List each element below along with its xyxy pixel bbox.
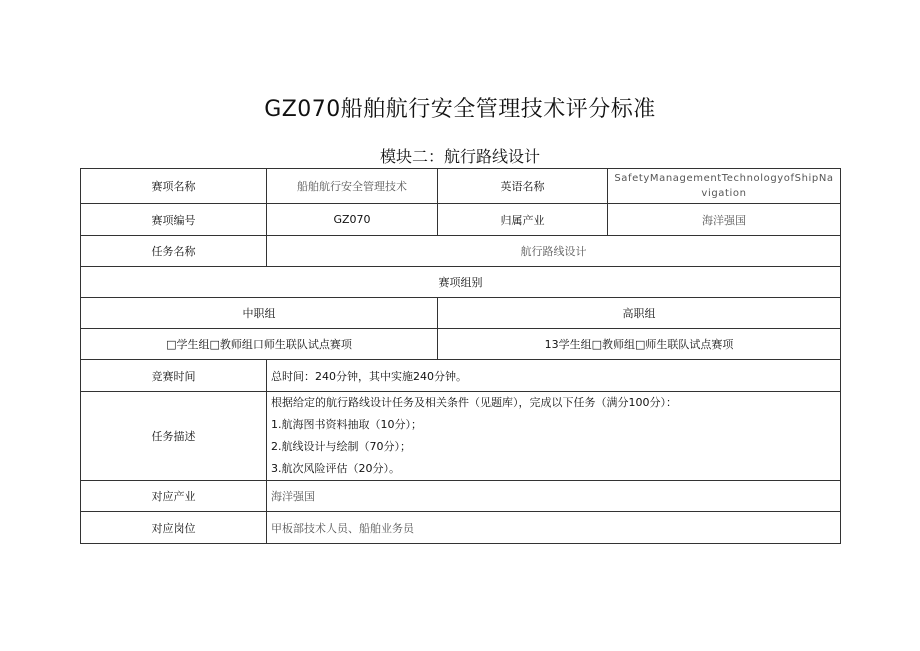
task-name-value: 航行路线设计 [267, 236, 841, 267]
task-name-label: 任务名称 [81, 236, 267, 267]
group-header: 赛项组别 [81, 267, 841, 298]
desc-label: 任务描述 [81, 392, 267, 481]
desc-value [267, 392, 841, 481]
row-task-name [81, 236, 841, 267]
industry2-label: 对应产业 [81, 481, 267, 512]
desc-line: 根据给定的航行路线设计任务及相关条件（见题库），完成以下任务（满分100分）： [271, 396, 677, 409]
desc-line: 3.航次风险评估（20分）。 [271, 462, 400, 475]
higher-group-options: 13学生组□教师组□师生联队试点赛项 [438, 329, 841, 360]
industry2-value: 海洋强国 [267, 481, 841, 512]
secondary-group-options: □学生组□教师组口师生联队试点赛项 [81, 329, 438, 360]
higher-group-label: 高职组 [438, 298, 841, 329]
event-name-value: 船舶航行安全管理技术 [267, 169, 438, 204]
secondary-group-label: 中职组 [81, 298, 438, 329]
page-title: GZ070船舶航行安全管理技术评分标准 [264, 97, 656, 122]
event-code-value: GZ070 [267, 204, 438, 236]
row-position [81, 512, 841, 544]
row-industry [81, 481, 841, 512]
industry-value: 海洋强国 [608, 204, 841, 236]
time-label: 竞赛时间 [81, 360, 267, 392]
time-value: 总时间：240分钟，其中实施240分钟。 [267, 360, 841, 392]
row-task-description [81, 392, 841, 481]
event-name-label: 赛项名称 [81, 169, 267, 204]
position-value: 甲板部技术人员、船舶业务员 [267, 512, 841, 544]
english-name-value: SafetyManagementTechnologyofShipNavigation [608, 169, 841, 204]
desc-line: 1.航海图书资料抽取（10分）； [271, 418, 422, 431]
industry-label: 归属产业 [438, 204, 608, 236]
desc-line: 2.航线设计与绘制（70分）； [271, 440, 411, 453]
module-subtitle: 模块二：航行路线设计 [379, 147, 540, 166]
position-label: 对应岗位 [81, 512, 267, 544]
row-group-options [81, 329, 841, 360]
row-group-levels [81, 298, 841, 329]
event-code-label: 赛项编号 [81, 204, 267, 236]
english-name-label: 英语名称 [438, 169, 608, 204]
row-event-name [81, 169, 841, 204]
scoring-table [80, 168, 841, 544]
row-group-header [81, 267, 841, 298]
row-competition-time [81, 360, 841, 392]
row-event-code [81, 204, 841, 236]
